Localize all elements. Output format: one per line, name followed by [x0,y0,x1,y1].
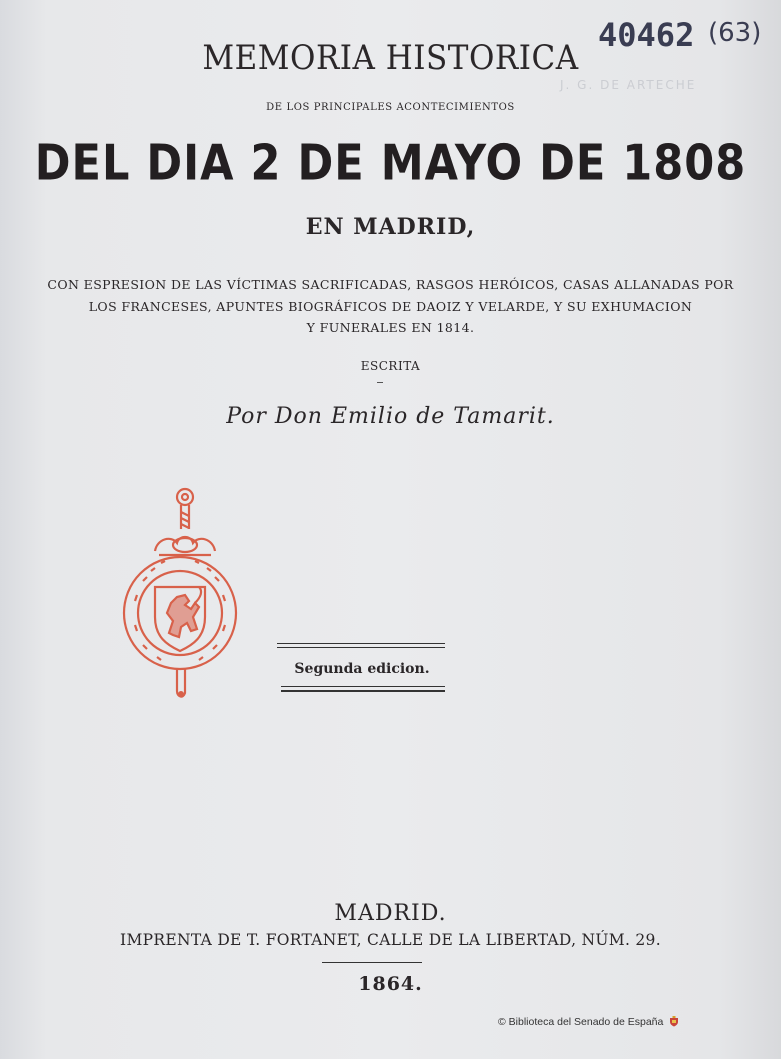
imprint-city: MADRID. [334,901,447,926]
shelf-number: 40462 [598,16,695,54]
library-seal-icon [115,485,245,703]
title-location: EN MADRID, [305,214,476,240]
edition-rule-bottom-2 [281,690,445,692]
imprint-printer: IMPRENTA DE T. FORTANET, CALLE DE LA LIBERTAD, NÚM. 29. [120,931,661,949]
owner-stamp: J. G. DE ARTECHE [560,78,697,92]
edition-rule-top-2 [277,647,445,648]
credit-text: © Biblioteca del Senado de España [498,1016,664,1028]
shelf-suffix: (63) [708,18,762,48]
main-title: DEL DIA 2 DE MAYO DE 1808 [34,134,747,193]
title-line-1: MEMORIA HISTORICA [202,38,579,78]
description-line-2: LOS FRANCESES, APUNTES BIOGRÁFICOS DE DAOIZ Y VELARDE, Y SU EXHUMACION [88,299,693,314]
edition-rule-bottom-1 [281,686,445,687]
imprint-rule [322,962,422,963]
written-label: ESCRITA [360,359,421,373]
edition-label: Segunda edicion. [294,661,430,677]
title-line-2: DE LOS PRINCIPALES ACONTECIMIENTOS [266,102,515,113]
imprint-year: 1864. [358,973,423,995]
edition-rule-top-1 [277,643,445,644]
description-line-3: Y FUNERALES EN 1814. [306,320,475,335]
divider-dash [377,382,383,383]
author-line: Por Don Emilio de Tamarit. [226,404,555,429]
senate-crest-icon [669,1016,679,1027]
library-credit [498,1016,679,1028]
description-line-1: CON ESPRESION DE LAS VÍCTIMAS SACRIFICADAS, RASGOS HERÓICOS, CASAS ALLANADAS POR [47,277,734,292]
